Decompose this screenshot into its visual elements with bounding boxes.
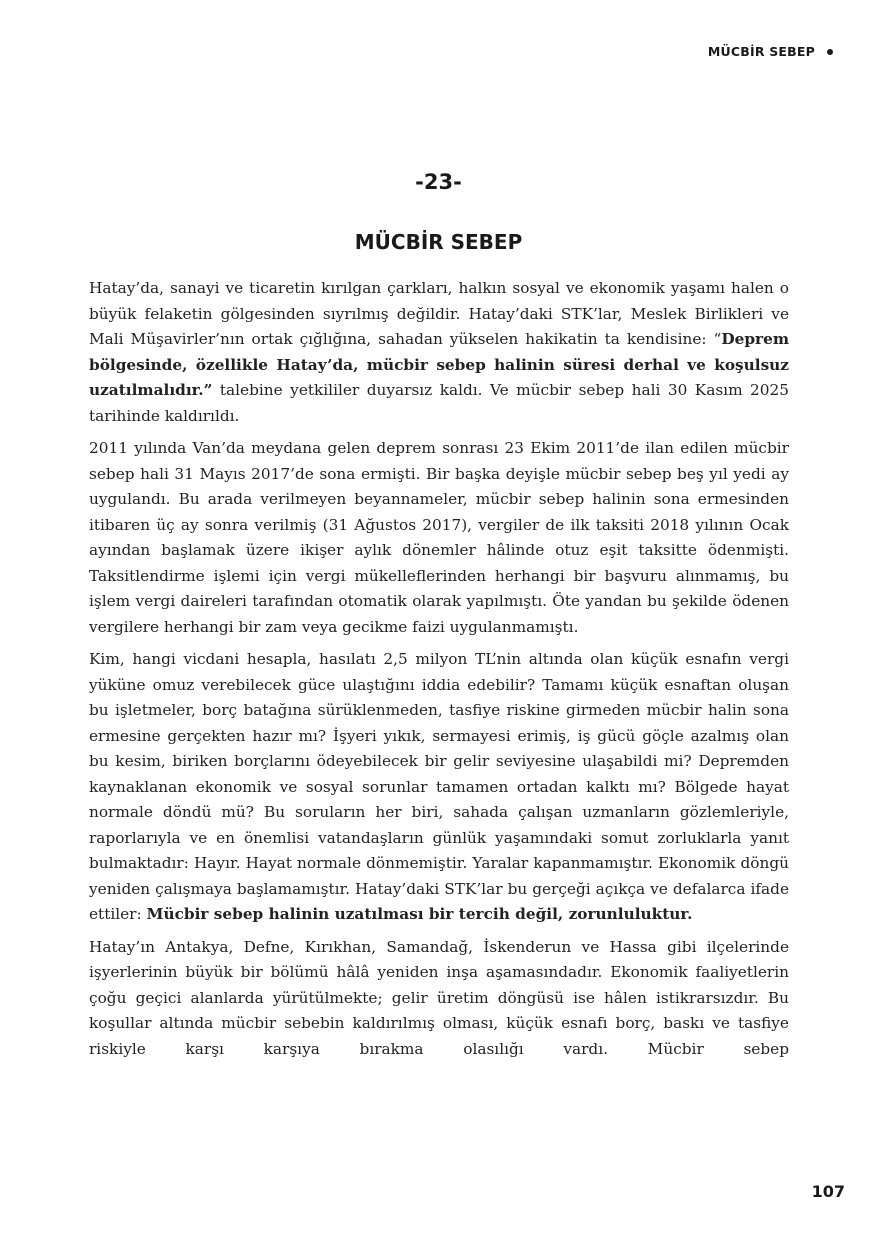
paragraph-4: Hatay’ın Antakya, Defne, Kırıkhan, Samandağ, İskenderun ve Hassa gibi ilçelerinde işyerlerinin büyük bir bölümü hâlâ yeniden inşa aşamasındadır. Ekonomik faaliyetlerin çoğu geçici alanlarda yürütülmekte; gelir üretim döngüsü ise hâlen istikrarsızdır. Bu koşullar altında mücbir sebebin kaldırılmış olması, küçük esnafı borç, baskı ve tasfiye riskiyle karşı karşıya bırakma olasılığı vardı. Mücbir sebep bbox=[89, 937, 789, 1058]
paragraph-1-text-a: Hatay’da, sanayi ve ticaretin kırılgan çarkları, halkın sosyal ve ekonomik yaşamı halen o büyük felaketin gölgesinden sıyrılmış değildir. Hatay’daki STK’lar, Meslek Birlikleri ve Mali Müşavirler’nın ortak çığlığına, sahadan yükselen hakikatin ta kendisine: “ bbox=[89, 279, 789, 348]
paragraph-1 bbox=[89, 276, 789, 429]
paragraph-1-text-b: talebine yetkililer duyarsız kaldı. Ve mücbir sebep hali 30 Kasım 2025 tarihinde kaldırıldı. bbox=[89, 381, 789, 425]
page-number: 107 bbox=[811, 1182, 845, 1201]
paragraph-3-text: Kim, hangi vicdani hesapla, hasılatı 2,5 milyon TL’nin altında olan küçük esnafın vergi yüküne omuz verebilecek güce ulaştığını iddia edebilir? Tamamı küçük esnaftan oluşan bu işletmeler, borç batağına sürüklenmeden, tasfiye riskine girmeden mücbir halin sona ermesine gerçekten hazır mı? İşyeri yıkık, sermayesi erimiş, iş gücü göçle azalmış olan bu kesim, biriken borçlarını ödeyebilecek bir gelir seviyesine ulaşabildi mi? Depremden kaynaklanan ekonomik ve sosyal sorunlar tamamen ortadan kalktı mı? Bölgede hayat normale döndü mü? Bu soruların her biri, sahada çalışan uzmanların gözlemleriyle, raporlarıyla ve en önemlisi vatandaşların günlük yaşamındaki somut zorluklarla yanıt bulmaktadır: Hayır. Hayat normale dönmemiştir. Yaralar kapanmamıştır. Ekonomik döngü yeniden çalışmaya başlamamıştır. Hatay’daki STK’lar bu gerçeği açıkça ve defalarca ifade ettiler: bbox=[89, 650, 789, 923]
paragraph-3-emphasis: Mücbir sebep halinin uzatılması bir tercih değil, zorunluluktur. bbox=[146, 905, 693, 923]
paragraph-1-emphasis: Deprem bölgesinde, özellikle Hatay’da, mücbir sebep halinin süresi derhal ve koşulsuz uzatılmalıdır.” bbox=[89, 330, 789, 399]
bullet-dot-icon bbox=[827, 49, 833, 55]
chapter-number: -23- bbox=[415, 170, 462, 194]
running-header bbox=[708, 44, 833, 59]
paragraph-3 bbox=[89, 647, 789, 928]
paragraph-2: 2011 yılında Van’da meydana gelen deprem sonrası 23 Ekim 2011’de ilan edilen mücbir sebep hali 31 Mayıs 2017’de sona ermişti. Bir başka deyişle mücbir sebep beş yıl yedi ay uygulandı. Bu arada verilmeyen beyannameler, mücbir sebep halinin sona ermesinden itibaren üç ay sonra verilmiş (31 Ağustos 2017), vergiler de ilk taksiti 2018 yılının Ocak ayından başlamak üzere ikişer aylık dönemler hâlinde otuz eşit taksitte ödenmişti. Taksitlendirme işlemi için vergi mükelleflerinden herhangi bir başvuru alınmamış, bu işlem vergi daireleri tarafından otomatik olarak yapılmıştı. Öte yandan bu şekilde ödenen vergilere herhangi bir zam veya gecikme faizi uygulanmamıştı. bbox=[89, 439, 789, 636]
chapter-title: MÜCBİR SEBEP bbox=[354, 230, 523, 254]
running-header-title: MÜCBİR SEBEP bbox=[707, 44, 815, 59]
body-text bbox=[89, 276, 789, 1069]
